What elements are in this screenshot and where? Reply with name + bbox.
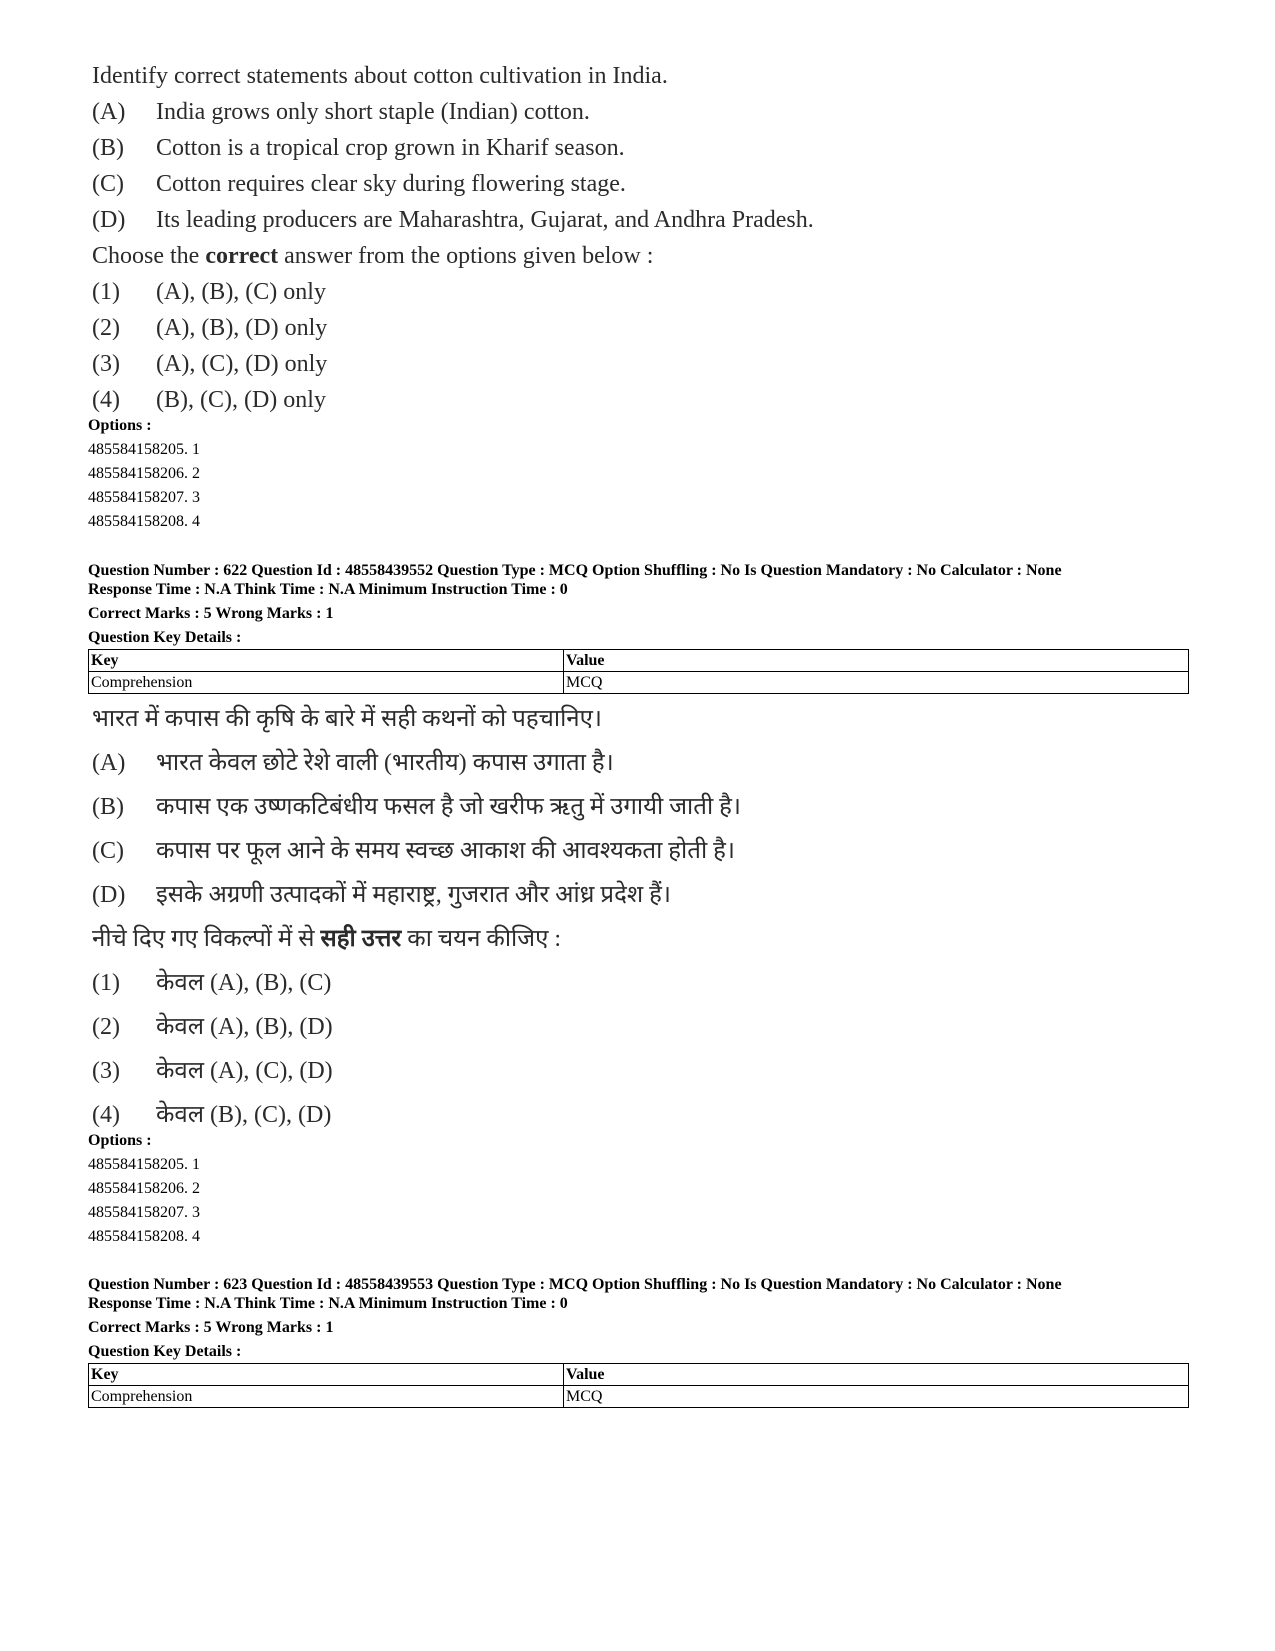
statement-c: (C) Cotton requires clear sky during flowering stage. (92, 171, 626, 197)
option-item: 485584158206. 2 (88, 1180, 200, 1197)
statement-a: (A) भारत केवल छोटे रेशे वाली (भारतीय) कपास उगाता है। (92, 750, 614, 776)
options-heading: Options : (88, 417, 152, 434)
question-stem: भारत में कपास की कृषि के बारे में सही कथनों को पहचानिए। (92, 706, 602, 732)
value-header: Value (564, 1364, 1189, 1386)
choose-instruction: नीचे दिए गए विकल्पों में से सही उत्तर का चयन कीजिए : (92, 926, 562, 952)
key-details-label: Question Key Details : (88, 629, 242, 646)
option-item: 485584158207. 3 (88, 1204, 200, 1221)
table-row (89, 1386, 1189, 1408)
key-details-table (88, 649, 1189, 694)
choice-4: (4) (B), (C), (D) only (92, 387, 326, 413)
key-cell: Comprehension (89, 672, 564, 694)
marks-line: Correct Marks : 5 Wrong Marks : 1 (88, 1319, 334, 1336)
timing-info-line: Response Time : N.A Think Time : N.A Minimum Instruction Time : 0 (88, 581, 568, 598)
question-image-hindi (92, 697, 741, 1137)
question-meta-623 (88, 1275, 1062, 1361)
table-row (89, 672, 1189, 694)
value-cell: MCQ (564, 672, 1189, 694)
statement-b: (B) Cotton is a tropical crop grown in Kharif season. (92, 135, 625, 161)
key-cell: Comprehension (89, 1386, 564, 1408)
key-header: Key (89, 1364, 564, 1386)
choose-instruction: Choose the correct answer from the options given below : (92, 243, 654, 269)
option-item: 485584158205. 1 (88, 441, 200, 458)
key-details-label: Question Key Details : (88, 1343, 242, 1360)
choice-3: (3) (A), (C), (D) only (92, 351, 328, 377)
option-item: 485584158205. 1 (88, 1156, 200, 1173)
statement-b: (B) कपास एक उष्णकटिबंधीय फसल है जो खरीफ ऋतु में उगायी जाती है। (92, 794, 741, 820)
question-image-english (92, 58, 814, 418)
choice-1: (1) केवल (A), (B), (C) (92, 970, 332, 996)
options-list (88, 1129, 200, 1249)
option-item: 485584158206. 2 (88, 465, 200, 482)
value-cell: MCQ (564, 1386, 1189, 1408)
option-item: 485584158207. 3 (88, 489, 200, 506)
question-info-line: Question Number : 622 Question Id : 48558439552 Question Type : MCQ Option Shuffling : No Is Question Mandatory : No Calculator : None (88, 562, 1062, 579)
timing-info-line: Response Time : N.A Think Time : N.A Minimum Instruction Time : 0 (88, 1295, 568, 1312)
options-list (88, 414, 200, 534)
key-header: Key (89, 650, 564, 672)
table-header-row (89, 1364, 1189, 1386)
table-header-row (89, 650, 1189, 672)
options-heading: Options : (88, 1132, 152, 1149)
question-stem: Identify correct statements about cotton cultivation in India. (92, 63, 668, 89)
key-details-table (88, 1363, 1189, 1408)
choice-2: (2) केवल (A), (B), (D) (92, 1014, 333, 1040)
statement-d: (D) Its leading producers are Maharashtra, Gujarat, and Andhra Pradesh. (92, 207, 814, 233)
marks-line: Correct Marks : 5 Wrong Marks : 1 (88, 605, 334, 622)
value-header: Value (564, 650, 1189, 672)
choice-4: (4) केवल (B), (C), (D) (92, 1102, 332, 1128)
question-info-line: Question Number : 623 Question Id : 48558439553 Question Type : MCQ Option Shuffling : No Is Question Mandatory : No Calculator : None (88, 1276, 1062, 1293)
choice-2: (2) (A), (B), (D) only (92, 315, 328, 341)
question-meta-622 (88, 561, 1062, 647)
option-item: 485584158208. 4 (88, 513, 200, 530)
statement-a: (A) India grows only short staple (Indian) cotton. (92, 99, 590, 125)
choice-3: (3) केवल (A), (C), (D) (92, 1058, 333, 1084)
statement-c: (C) कपास पर फूल आने के समय स्वच्छ आकाश की आवश्यकता होती है। (92, 838, 735, 864)
choice-1: (1) (A), (B), (C) only (92, 279, 326, 305)
option-item: 485584158208. 4 (88, 1228, 200, 1245)
statement-d: (D) इसके अग्रणी उत्पादकों में महाराष्ट्र, गुजरात और आंध्र प्रदेश हैं। (92, 882, 671, 908)
